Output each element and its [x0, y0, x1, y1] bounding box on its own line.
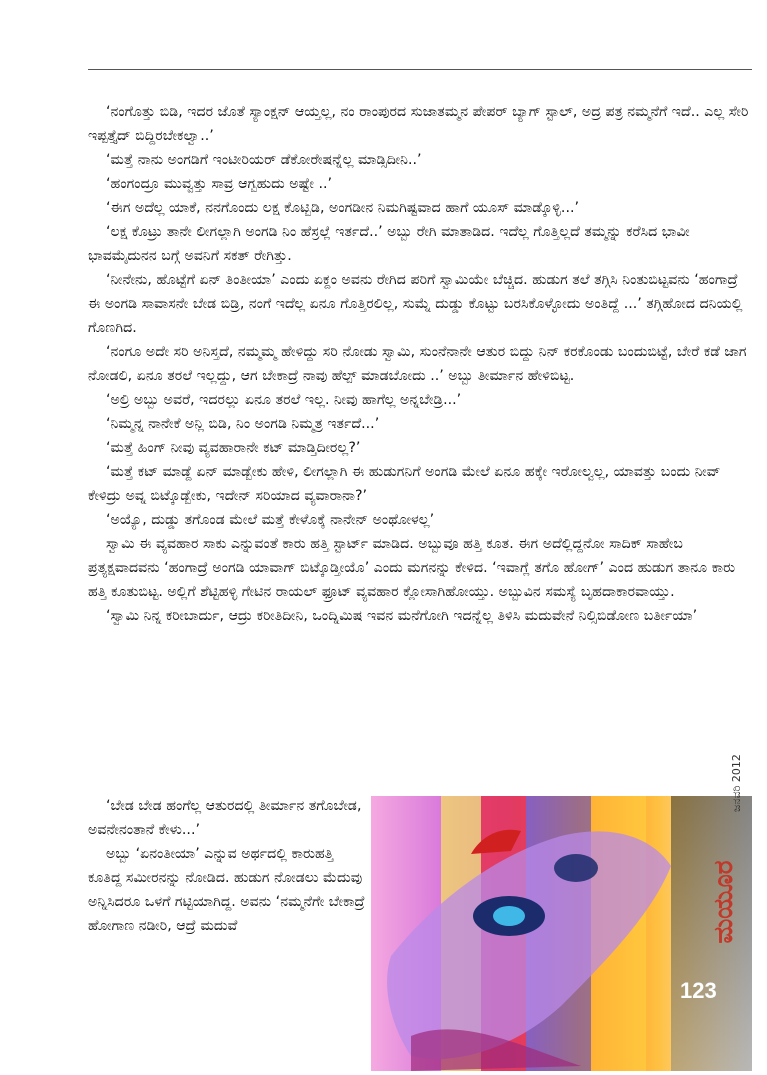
paragraph: ‘ಹಂಗಂದ್ರೂ ಮುವ್ವತ್ತು ಸಾವ್ರ ಆಗ್ಬಹುದು ಅಷ್ಟೇ ..’: [106, 176, 333, 192]
paragraph: ‘ನಂಗೊತ್ತು ಬಿಡಿ, ಇದರ ಜೊತೆ ಸ್ಯಾಂಕ್ಷನ್ ಆಯ್ತಲ್ಲ, ನಂ ರಾಂಪುರದ ಸುಜಾತಮ್ಮನ ಪೇಪರ್ ಬ್ಯಾಗ್ ಸ್ಟಾಲ್, ಅದ್ರ ಪತ್ರ ನಮ್ಮನೆಗೆ ಇದೆ.. ಎಲ್ಲ ಸೇರಿ ಇಪ್ಪತ್ತೈದ್ ಬಿದ್ದಿರಬೇಕಲ್ವಾ..’: [88, 104, 749, 144]
header-rule: [88, 69, 752, 70]
illustration: [371, 796, 752, 1071]
paragraph: ‘ಲಕ್ಷ ಕೊಟ್ರು ತಾನೇ ಲೀಗಲ್ಲಾಗಿ ಅಂಗಡಿ ನಿಂ ಹೆಸ್ರಲ್ಲೆ ಇರ್ತದೆ..’ ಅಬ್ಬು ರೇಗಿ ಮಾತಾಡಿದ. ಇದೆಲ್ಲ ಗೊತ್ತಿಲ್ಲದೆ ತಮ್ಮನ್ನು ಕರೆಸಿದ ಭಾವೀ ಭಾವಮೈದುನನ ಬಗ್ಗೆ ಅವನಿಗೆ ಸಕತ್ ರೇಗಿತ್ತು.: [88, 224, 690, 264]
logo-mark: [709, 822, 746, 982]
paragraph: ಸ್ವಾಮಿ ಈ ವ್ಯವಹಾರ ಸಾಕು ಎನ್ನುವಂತೆ ಕಾರು ಹತ್ತಿ ಸ್ಟಾರ್ಟ್ ಮಾಡಿದ. ಅಬ್ಬುವೂ ಹತ್ತಿ ಕೂತ. ಈಗ ಅದೆಲ್ಲಿದ್ದನೋ ಸಾದಿಕ್ ಸಾಹೇಬ ಪ್ರತ್ಯಕ್ಷವಾದವನು ‘ಹಂಗಾದ್ರೆ ಅಂಗಡಿ ಯಾವಾಗ್ ಬಿಟ್ಕೊಡ್ತೀಯೊ’ ಎಂದು ಮಗನನ್ನು ಕೇಳಿದ. ‘ಇವಾಗ್ಲೆ ತಗೊ ಹೋಗ್’ ಎಂದ ಹುಡುಗ ತಾನೂ ಕಾರು ಹತ್ತಿ ಕೂತುಬಿಟ್ಟ. ಅಲ್ಲಿಗೆ ಶೆಟ್ಟಿಹಳ್ಳಿ ಗೇಟಿನ ರಾಯಲ್ ಫ್ರೂಟ್ ವ್ಯವಹಾರ ಕ್ಲೋಸಾಗಿಹೋಯ್ತು. ಅಬ್ಬುವಿನ ಸಮಸ್ಯೆ ಬೃಹದಾಕಾರವಾಯ್ತು.: [88, 536, 736, 600]
page-number: 123: [680, 978, 717, 1003]
paragraph: ‘ಸ್ವಾಮಿ ನಿನ್ನ ಕರೀಬಾರ್ದು, ಆದ್ರು ಕರೀತಿದೀನಿ, ಒಂದ್ನಿಮಿಷ ಇವನ ಮನೆಗೋಗಿ ಇದನ್ನೆಲ್ಲ ತಿಳಿಸಿ ಮದುವೇನೆ ನಿಲ್ಸಿಬಿಡೋಣ ಬರ್ತೀಯಾ’: [106, 608, 698, 624]
paragraph: ‘ಅಲ್ರಿ ಅಬ್ಬು ಅವರೆ, ಇದರಲ್ಲು ಏನೂ ತರಲೆ ಇಲ್ಲ. ನೀವು ಹಾಗೆಲ್ಲ ಅನ್ನಬೇಡ್ರಿ...’: [106, 392, 462, 408]
issue-date: ಜನವರಿ 2012: [730, 754, 743, 812]
paragraph: ‘ಮತ್ತೆ ಹಿಂಗ್ ನೀವು ವ್ಯವಹಾರಾನೇ ಕಟ್ ಮಾಡ್ತಿದೀರಲ್ಲ?’: [106, 440, 361, 456]
paragraph: ‘ನೀನೇನು, ಹೊಟ್ಟೆಗೆ ಏನ್ ತಿಂತೀಯಾ’ ಎಂದು ಏಕ್ದಂ ಅವನು ರೇಗಿದ ಪರಿಗೆ ಸ್ವಾಮಿಯೇ ಬೆಚ್ಚಿದ. ಹುಡುಗ ತಲೆ ತಗ್ಗಿಸಿ ನಿಂತುಬಿಟ್ಟವನು ‘ಹಂಗಾದ್ರೆ ಈ ಅಂಗಡಿ ಸಾವಾಸನೇ ಬೇಡ ಬಿಡ್ರಿ, ನಂಗೆ ಇದೆಲ್ಲ ಏನೂ ಗೊತ್ತಿರಲಿಲ್ಲ, ಸುಮ್ನೆ ದುಡ್ಡು ಕೊಟ್ಟು ಬರಸಿಕೊಳ್ಳೋದು ಅಂತಿದ್ದೆ ...’ ತಗ್ಗಿಹೋದ ದನಿಯಲ್ಲಿ ಗೊಣಗಿದ.: [88, 272, 743, 336]
face-artwork: [371, 796, 752, 1071]
svg-text:ಮಯೂರ: ಮಯೂರ: [709, 860, 739, 944]
paragraph: ‘ಬೇಡ ಬೇಡ ಹಂಗೆಲ್ಲ ಆತುರದಲ್ಲಿ ತೀರ್ಮಾನ ತಗೊಬೇಡ, ಅವನೇನಂತಾನೆ ಕೇಳು...’: [88, 798, 362, 838]
paragraph: ‘ಈಗ ಅದೆಲ್ಲ ಯಾಕೆ, ನನಗೊಂದು ಲಕ್ಷ ಕೊಟ್ಬಿಡಿ, ಅಂಗಡೀನ ನಿಮಗಿಷ್ಟವಾದ ಹಾಗೆ ಯೂಸ್ ಮಾಡ್ಕೊಳ್ಳಿ...’: [106, 200, 579, 216]
article-body: [88, 100, 752, 628]
paragraph: ‘ಮತ್ತೆ ನಾನು ಅಂಗಡಿಗೆ ಇಂಟೀರಿಯರ್ ಡೆಕೋರೇಷನ್ನೆಲ್ಲ ಮಾಡ್ಸಿದೀನಿ..’: [106, 152, 422, 168]
narrow-column: [88, 794, 366, 938]
magazine-logo: [709, 822, 746, 982]
paragraph: ‘ಮತ್ತೆ ಕಟ್ ಮಾಡ್ದೆ ಏನ್ ಮಾಡ್ಬೇಕು ಹೇಳಿ, ಲೀಗಲ್ಲಾಗಿ ಈ ಹುಡುಗನಿಗೆ ಅಂಗಡಿ ಮೇಲೆ ಏನೂ ಹಕ್ಕೇ ಇರೋಲ್ವಲ್ಲ, ಯಾವತ್ತು ಬಂದು ನೀವ್ ಕೇಳಿದ್ರು ಅವ್ನ ಬಿಟ್ಕೊಡ್ಬೇಕು, ಇದೇನ್ ಸರಿಯಾದ ವ್ಯವಾರಾನಾ?’: [88, 464, 721, 504]
paragraph: ಅಬ್ಬು ‘ಏನಂತೀಯಾ’ ಎನ್ನುವ ಅರ್ಥದಲ್ಲಿ ಕಾರುಹತ್ತಿ ಕೂತಿದ್ದ ಸಮೀರನನ್ನು ನೋಡಿದ. ಹುಡುಗ ನೋಡಲು ಮೆದುವು ಅನ್ನಿಸಿದರೂ ಒಳಗೆ ಗಟ್ಟಿಯಾಗಿದ್ದ. ಅವನು ‘ನಮ್ಮನೆಗೇ ಬೇಕಾದ್ರೆ ಹೋಗಾಣ ನಡೀರಿ, ಆದ್ರೆ ಮದುವೆ: [88, 846, 365, 934]
paragraph: ‘ನಿಮ್ಮನ್ನ ನಾನೇಕೆ ಅನ್ಲಿ ಬಿಡಿ, ನಿಂ ಅಂಗಡಿ ನಿಮ್ಮತ್ರ ಇರ್ತದೆ...’: [106, 416, 380, 432]
paragraph: ‘ನಂಗೂ ಅದೇ ಸರಿ ಅನಿಸ್ತದೆ, ನಮ್ಮಮ್ಮ ಹೇಳಿದ್ದು ಸರಿ ನೋಡು ಸ್ವಾಮಿ, ಸುಂನೆನಾನೇ ಆತುರ ಬಿದ್ದು ನಿನ್ ಕರಕೊಂಡು ಬಂದುಬಿಟ್ಟೆ, ಬೇರೆ ಕಡೆ ಜಾಗ ನೋಡಲಿ, ಏನೂ ತರಲೆ ಇಲ್ಲದ್ದು, ಆಗ ಬೇಕಾದ್ರೆ ನಾವು ಹೆಲ್ಪ್ ಮಾಡಬೋದು ..’ ಅಬ್ಬು ತೀರ್ಮಾನ ಹೇಳಿಬಿಟ್ಟ.: [88, 344, 747, 384]
paragraph: ‘ಅಯ್ಯೊ, ದುಡ್ಡು ತಗೊಂಡ ಮೇಲೆ ಮತ್ತೆ ಕೇಳೊಕ್ಕೆ ನಾನೇನ್ ಅಂಥೋಳಲ್ಲ’: [106, 512, 435, 528]
